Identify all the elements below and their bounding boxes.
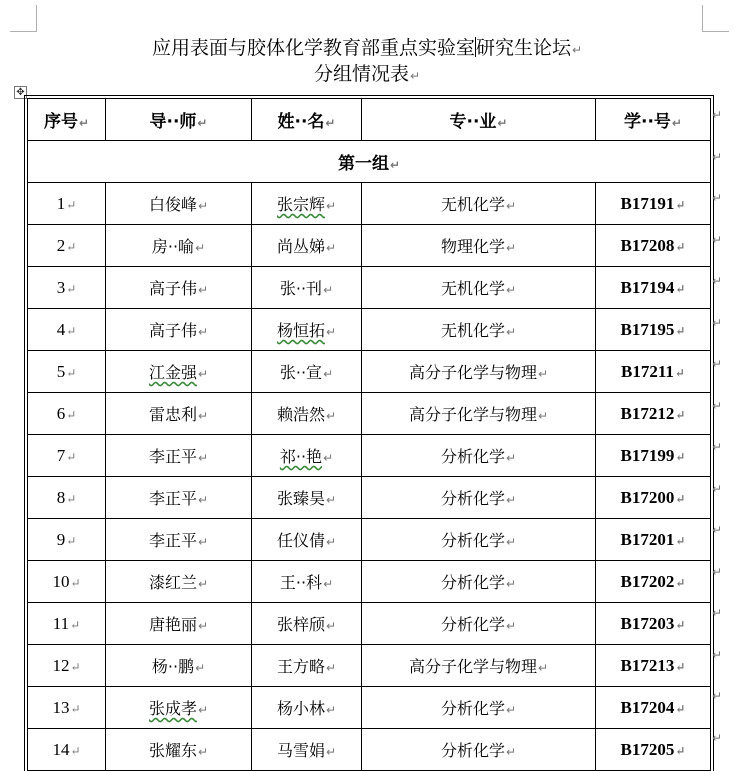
cell-student-id[interactable]: B17191↵ xyxy=(596,183,711,225)
cell-student[interactable]: 尚丛娣↵ xyxy=(252,225,362,267)
paragraph-mark-icon: ↵ xyxy=(409,69,421,83)
cell-student[interactable]: 张··刊↵ xyxy=(252,267,362,309)
cell-student[interactable]: 王··科↵ xyxy=(252,561,362,603)
cell-advisor[interactable]: 江金强↵ xyxy=(106,351,252,393)
end-of-row-mark-icon: ↵ xyxy=(712,440,723,454)
table-header-row xyxy=(28,99,711,141)
end-of-row-mark-icon: ↵ xyxy=(712,357,723,371)
cell-student-id[interactable]: B17195↵ xyxy=(596,309,711,351)
cell-student[interactable]: 张宗辉↵ xyxy=(252,183,362,225)
cell-advisor[interactable]: 杨··鹏↵ xyxy=(106,645,252,687)
document-title-line1[interactable] xyxy=(0,36,734,62)
table-row xyxy=(28,729,711,771)
cell-number[interactable]: 12↵ xyxy=(28,645,106,687)
cell-student-id[interactable]: B17208↵ xyxy=(596,225,711,267)
header-cell[interactable]: 姓··名↵ xyxy=(252,99,362,141)
page-corner-mark-top-left xyxy=(10,5,37,32)
cell-number[interactable]: 13↵ xyxy=(28,687,106,729)
end-of-row-mark-icon: ↵ xyxy=(712,398,723,413)
cell-number[interactable]: 8↵ xyxy=(28,477,106,519)
cell-number[interactable]: 7↵ xyxy=(28,435,106,477)
cell-student-id[interactable]: B17213↵ xyxy=(596,645,711,687)
cell-major[interactable]: 高分子化学与物理↵ xyxy=(362,351,596,393)
table-row xyxy=(28,267,711,309)
header-cell[interactable]: 序号↵ xyxy=(28,99,106,141)
cell-major[interactable]: 无机化学↵ xyxy=(362,183,596,225)
cell-student[interactable]: 杨小林↵ xyxy=(252,687,362,729)
cell-number[interactable]: 11↵ xyxy=(28,603,106,645)
header-cell[interactable]: 专··业↵ xyxy=(362,99,596,141)
table-row xyxy=(28,183,711,225)
cell-number[interactable]: 14↵ xyxy=(28,729,106,771)
end-of-row-mark-icon: ↵ xyxy=(712,730,723,745)
cell-advisor[interactable]: 白俊峰↵ xyxy=(106,183,252,225)
table-row xyxy=(28,477,711,519)
end-of-row-mark-icon: ↵ xyxy=(712,481,723,496)
header-cell[interactable]: 学··号↵ xyxy=(596,99,711,141)
cell-major[interactable]: 无机化学↵ xyxy=(362,267,596,309)
table-row xyxy=(28,519,711,561)
cell-advisor[interactable]: 李正平↵ xyxy=(106,519,252,561)
cell-major[interactable]: 分析化学↵ xyxy=(362,603,596,645)
end-of-row-mark-icon: ↵ xyxy=(712,315,723,330)
cell-number[interactable]: 6↵ xyxy=(28,393,106,435)
cell-number[interactable]: 2↵ xyxy=(28,225,106,267)
cell-student-id[interactable]: B17205↵ xyxy=(596,729,711,771)
cell-major[interactable]: 分析化学↵ xyxy=(362,729,596,771)
cell-advisor[interactable]: 雷忠利↵ xyxy=(106,393,252,435)
cell-major[interactable]: 分析化学↵ xyxy=(362,435,596,477)
end-of-row-mark-icon: ↵ xyxy=(712,274,723,288)
cell-advisor[interactable]: 李正平↵ xyxy=(106,435,252,477)
end-of-row-mark-icon: ↵ xyxy=(712,523,723,537)
cell-student-id[interactable]: B17202↵ xyxy=(596,561,711,603)
cell-student-id[interactable]: B17199↵ xyxy=(596,435,711,477)
cell-number[interactable]: 3↵ xyxy=(28,267,106,309)
cell-student-id[interactable]: B17204↵ xyxy=(596,687,711,729)
cell-student[interactable]: 任仪倩↵ xyxy=(252,519,362,561)
cell-advisor[interactable]: 张耀东↵ xyxy=(106,729,252,771)
end-of-row-mark-icon: ↵ xyxy=(712,191,723,205)
cell-student[interactable]: 赖浩然↵ xyxy=(252,393,362,435)
group-label-row xyxy=(28,141,711,183)
cell-major[interactable]: 分析化学↵ xyxy=(362,561,596,603)
cell-student-id[interactable]: B17200↵ xyxy=(596,477,711,519)
cell-student[interactable]: 张梓颀↵ xyxy=(252,603,362,645)
paragraph-mark-icon: ↵ xyxy=(571,43,583,57)
cell-advisor[interactable]: 房··喻↵ xyxy=(106,225,252,267)
cell-major[interactable]: 高分子化学与物理↵ xyxy=(362,393,596,435)
cell-major[interactable]: 无机化学↵ xyxy=(362,309,596,351)
cell-major[interactable]: 高分子化学与物理↵ xyxy=(362,645,596,687)
cell-student[interactable]: 张臻昊↵ xyxy=(252,477,362,519)
table-row xyxy=(28,225,711,267)
cell-advisor[interactable]: 漆红兰↵ xyxy=(106,561,252,603)
end-of-row-mark-icon: ↵ xyxy=(712,108,723,122)
end-of-row-mark-icon: ↵ xyxy=(712,232,723,247)
title-text-part1: 应用表面与胶体化学教育部重点实验室 xyxy=(151,37,475,59)
cell-major[interactable]: 分析化学↵ xyxy=(362,519,596,561)
cell-student[interactable]: 张··宣↵ xyxy=(252,351,362,393)
table-row xyxy=(28,435,711,477)
table-move-handle-icon[interactable]: ✥ xyxy=(14,86,27,99)
document-title-line2[interactable] xyxy=(0,62,734,88)
cell-student[interactable]: 王方略↵ xyxy=(252,645,362,687)
table-row xyxy=(28,393,711,435)
cell-number[interactable]: 4↵ xyxy=(28,309,106,351)
cell-student-id[interactable]: B17203↵ xyxy=(596,603,711,645)
group-table[interactable] xyxy=(27,98,711,771)
cell-student-id[interactable]: B17194↵ xyxy=(596,267,711,309)
table-row xyxy=(28,561,711,603)
cell-advisor[interactable]: 张成孝↵ xyxy=(106,687,252,729)
cell-major[interactable]: 物理化学↵ xyxy=(362,225,596,267)
cell-number[interactable]: 10↵ xyxy=(28,561,106,603)
table-row xyxy=(28,645,711,687)
end-of-row-mark-icon: ↵ xyxy=(712,689,723,703)
cell-major[interactable]: 分析化学↵ xyxy=(362,687,596,729)
table-row xyxy=(28,687,711,729)
title-text-line2: 分组情况表 xyxy=(313,63,409,85)
cell-advisor[interactable]: 唐艳丽↵ xyxy=(106,603,252,645)
table-row xyxy=(28,309,711,351)
cell-number[interactable]: 1↵ xyxy=(28,183,106,225)
group-label-cell[interactable]: 第一组↵ xyxy=(28,141,711,183)
end-of-row-mark-icon: ↵ xyxy=(712,149,723,164)
end-of-row-mark-icon: ↵ xyxy=(712,647,723,662)
cell-student-id[interactable]: B17211↵ xyxy=(596,351,711,393)
end-of-row-mark-icon: ↵ xyxy=(712,606,723,620)
cell-student[interactable]: 杨恒拓↵ xyxy=(252,309,362,351)
header-cell[interactable]: 导··师↵ xyxy=(106,99,252,141)
end-of-row-mark-icon: ↵ xyxy=(712,564,723,579)
cell-number[interactable]: 9↵ xyxy=(28,519,106,561)
cell-major[interactable]: 分析化学↵ xyxy=(362,477,596,519)
cell-advisor[interactable]: 高子伟↵ xyxy=(106,309,252,351)
cell-student[interactable]: 祁··艳↵ xyxy=(252,435,362,477)
cell-student[interactable]: 马雪娟↵ xyxy=(252,729,362,771)
table-row xyxy=(28,603,711,645)
cell-advisor[interactable]: 李正平↵ xyxy=(106,477,252,519)
table-row xyxy=(28,351,711,393)
cell-number[interactable]: 5↵ xyxy=(28,351,106,393)
cell-student-id[interactable]: B17212↵ xyxy=(596,393,711,435)
title-text-part2: 研究生论坛 xyxy=(475,37,571,59)
page-corner-mark-top-right xyxy=(702,5,729,32)
cell-student-id[interactable]: B17201↵ xyxy=(596,519,711,561)
cell-advisor[interactable]: 高子伟↵ xyxy=(106,267,252,309)
